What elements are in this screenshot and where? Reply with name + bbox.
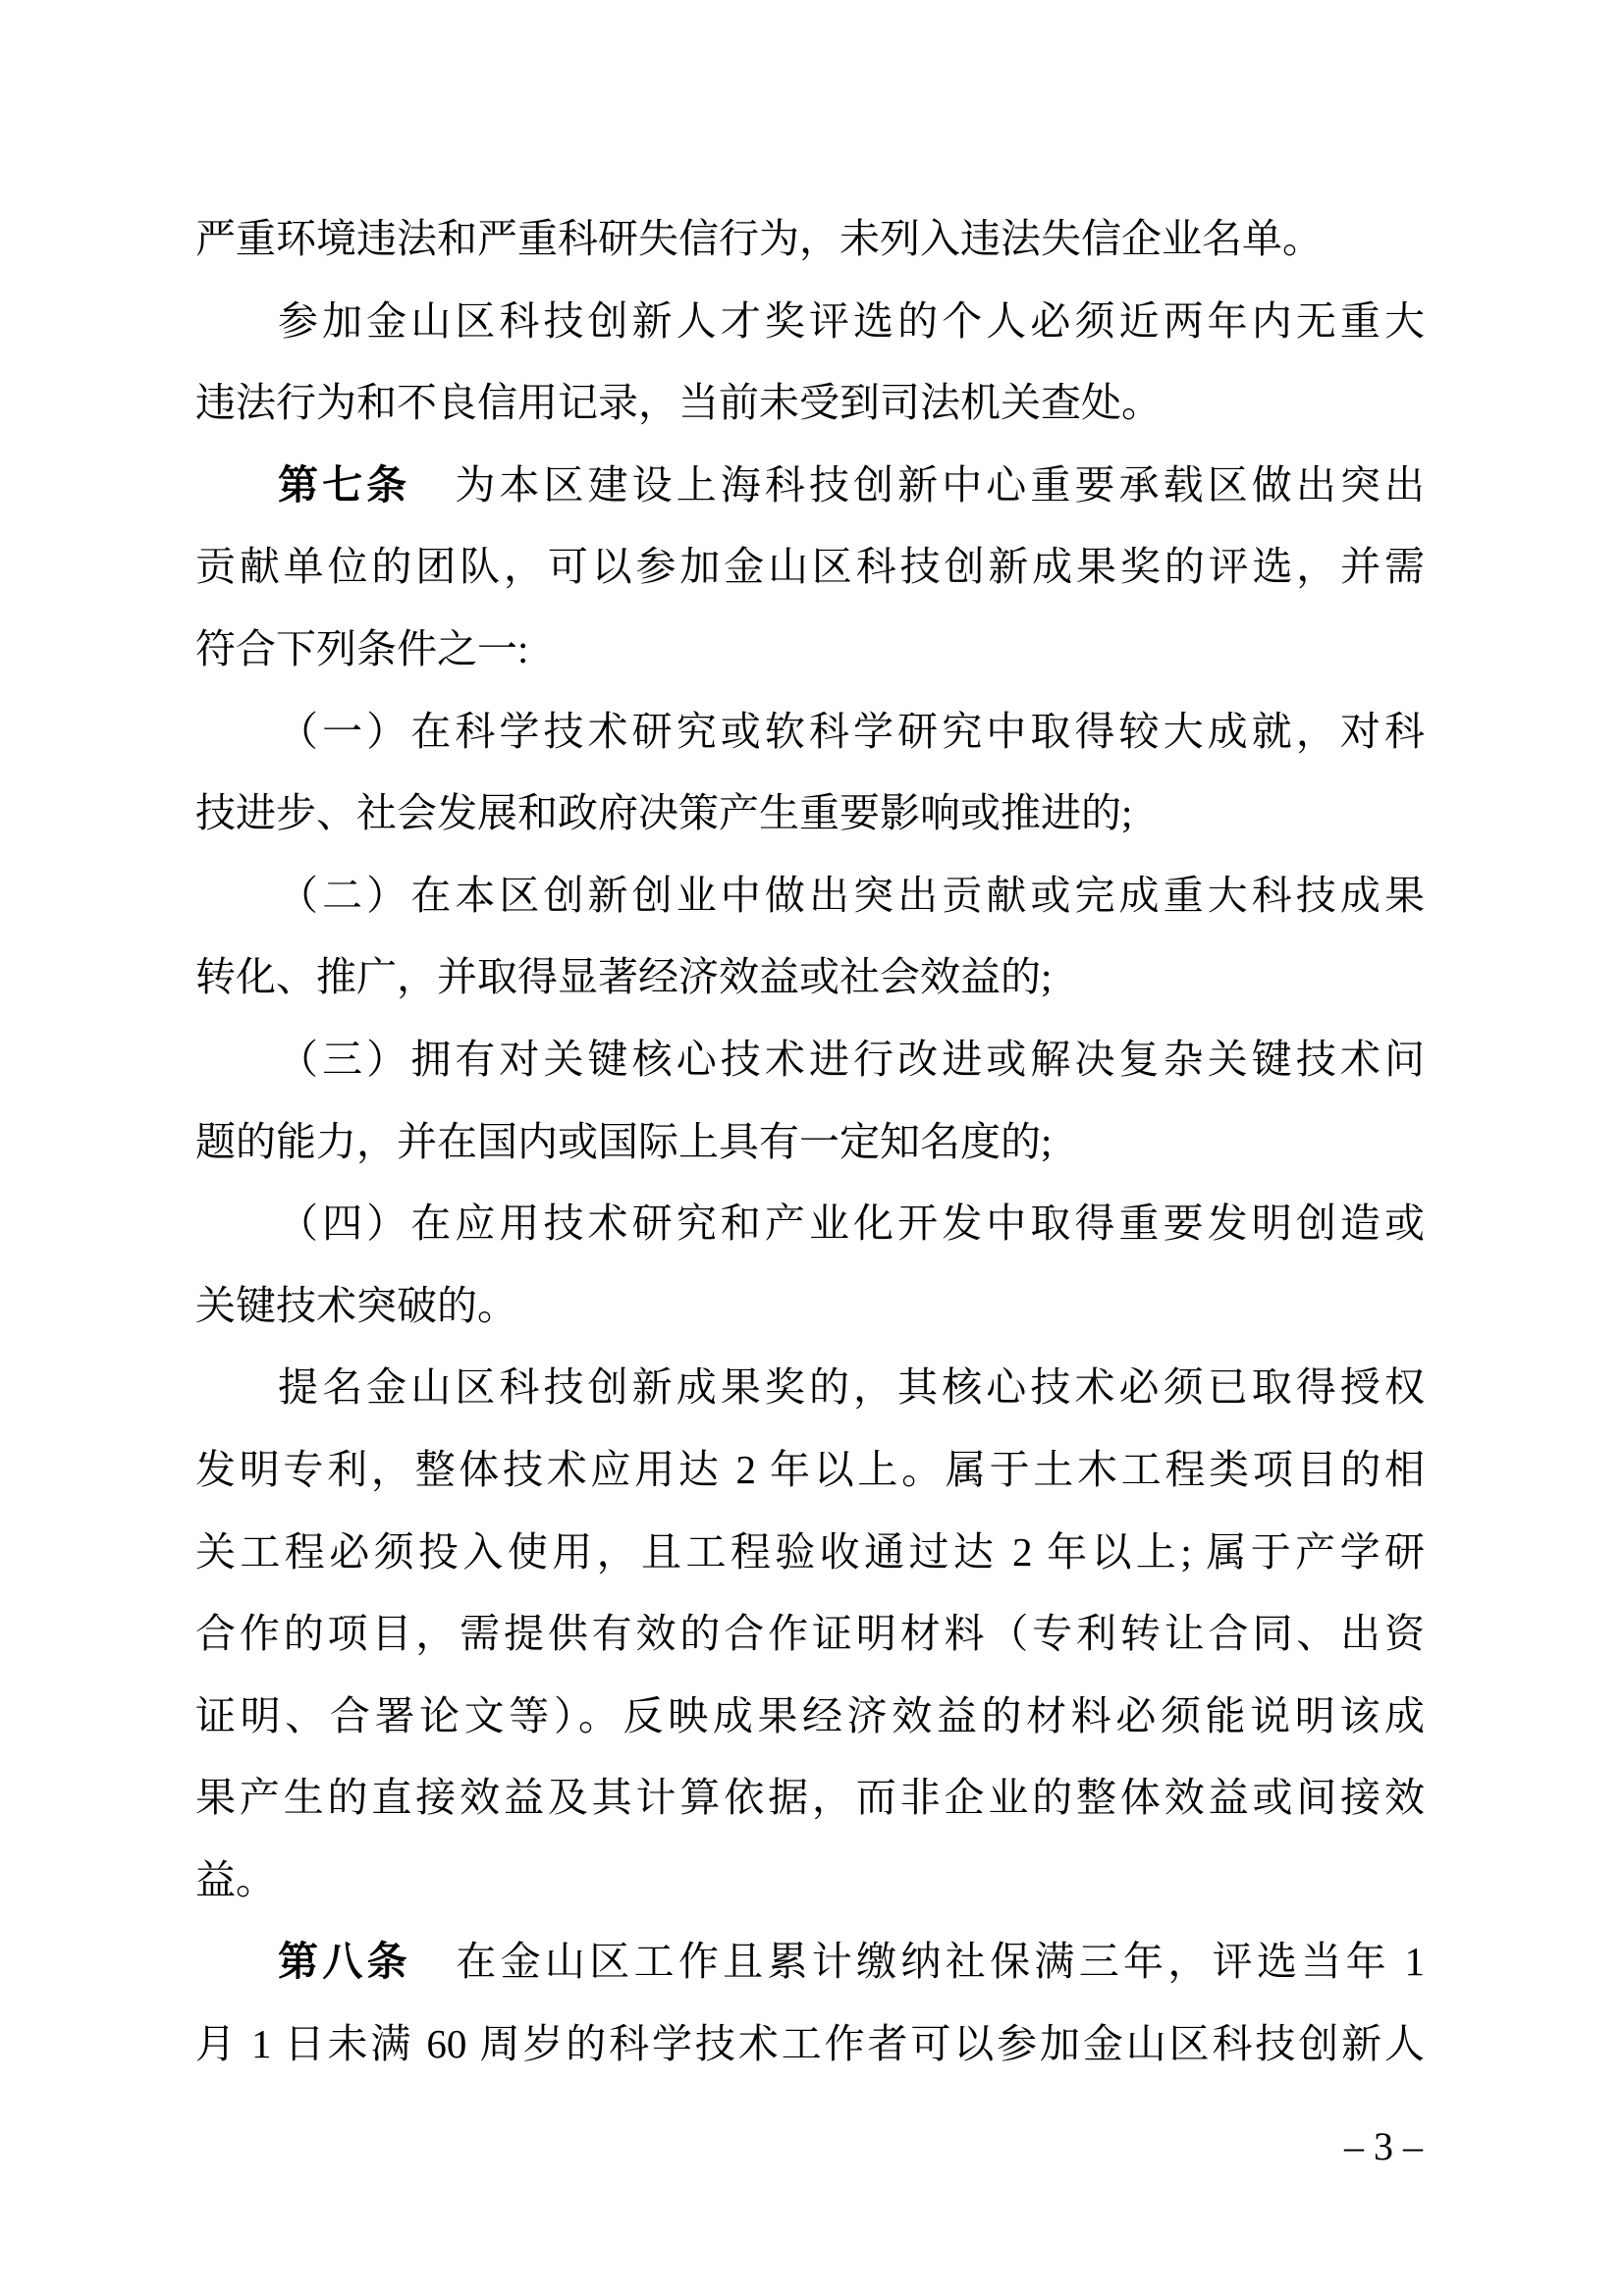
text-run: 为本区建设上海科技创新中心重要承载区做出突出 [410,461,1426,507]
text-run: 在金山区工作且累计缴纳社保满三年，评选当年 1 [410,1939,1425,1985]
text-run: 参加金山区科技创新人才奖评选的个人必须近两年内无重大 [278,297,1425,344]
text-run: 题的能力，并在国内或国际上具有一定知名度的; [195,1118,1053,1164]
text-line [195,609,1425,691]
text-run: 提名金山区科技创新成果奖的，其核心技术必须已取得授权 [278,1364,1425,1411]
text-line [195,1183,1425,1265]
text-run: （一）在科学技术研究或软科学研究中取得较大成就，对科 [278,708,1425,754]
text-run: 证明、合署论文等）。反映成果经济效益的材料必须能说明该成 [195,1692,1425,1738]
text-line [195,1101,1425,1184]
text-run: 严重环境违法和严重科研失信行为，未列入违法失信企业名单。 [195,216,1323,261]
text-line [195,936,1425,1019]
text-run: 发明专利，整体技术应用达 2 年以上。属于土木工程类项目的相 [195,1446,1425,1492]
text-line [195,1512,1425,1594]
text-run: 果产生的直接效益及其计算依据，而非企业的整体效益或间接效 [195,1775,1425,1821]
text-run: 转化、推广，并取得显著经济效益或社会效益的; [195,954,1053,1000]
text-line [195,526,1425,609]
text-run: 违法行为和不良信用记录，当前未受到司法机关查处。 [195,380,1162,426]
text-line [195,1676,1425,1758]
text-line [195,445,1425,527]
text-run: 关键技术突破的。 [195,1282,517,1328]
text-line [195,1921,1425,2003]
text-line [195,362,1425,445]
text-line [195,1019,1425,1101]
text-run: 益。 [195,1856,276,1902]
text-line [195,1347,1425,1429]
text-line [195,198,1425,281]
text-line [195,1265,1425,1348]
text-line [195,773,1425,855]
text-run: （三）拥有对关键核心技术进行改进或解决复杂关键技术问 [278,1036,1425,1082]
text-run: 月 1 日未满 60 周岁的科学技术工作者可以参加金山区科技创新人 [195,2021,1425,2067]
text-run: （二）在本区创新创业中做出突出贡献或完成重大科技成果 [278,872,1425,918]
text-run: 合作的项目，需提供有效的合作证明材料（专利转让合同、出资 [195,1611,1425,1657]
article-eight-label: 第八条 [278,1939,411,1985]
text-run: 关工程必须投入使用，且工程验收通过达 2 年以上; 属于产学研 [195,1528,1425,1575]
text-run: （四）在应用技术研究和产业化开发中取得重要发明创造或 [278,1201,1425,1247]
text-line [195,1757,1425,1840]
text-line [195,691,1425,774]
text-line [195,1840,1425,1922]
text-run: 符合下列条件之一: [195,625,529,671]
text-line [195,1593,1425,1676]
text-run: 贡献单位的团队，可以参加金山区科技创新成果奖的评选，并需 [195,544,1425,590]
text-run: 技进步、社会发展和政府决策产生重要影响或推进的; [195,790,1133,836]
text-line [195,2003,1425,2086]
page-number: – 3 – [1344,2124,1423,2168]
text-line [195,1429,1425,1512]
article-seven-label: 第七条 [278,461,411,507]
text-line [195,855,1425,937]
text-line [195,281,1425,363]
document-body [195,198,1425,2086]
